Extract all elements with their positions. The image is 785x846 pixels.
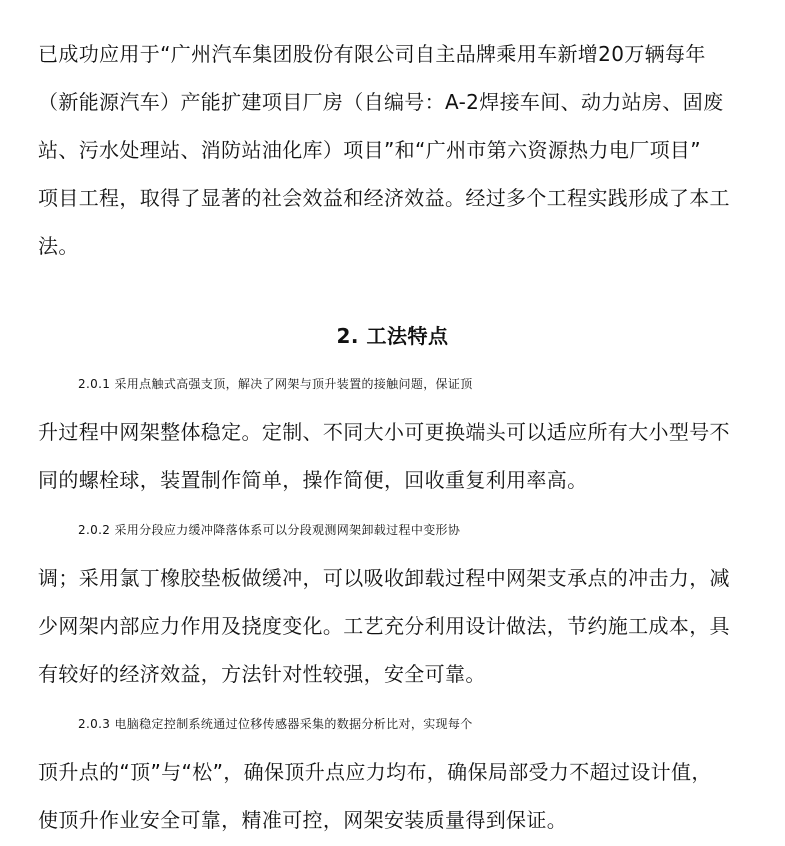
feature-line: 有较好的经济效益，方法针对性较强，安全可靠。 <box>38 662 486 686</box>
feature-line: 使顶升作业安全可靠，精准可控，网架安装质量得到保证。 <box>38 808 568 832</box>
feature-line: 少网架内部应力作用及挠度变化。工艺充分利用设计做法，节约施工成本，具 <box>38 614 730 638</box>
intro-line: （新能源汽车）产能扩建项目厂房（自编号：A-2焊接车间、动力站房、固废 <box>38 90 724 114</box>
feature-line: 2.0.1 采用点触式高强支顶，解决了网架与顶升装置的接触问题，保证顶 <box>78 377 473 391</box>
intro-line: 站、污水处理站、消防站油化库）项目”和“广州市第六资源热力电厂项目” <box>38 138 701 162</box>
feature-line: 升过程中网架整体稳定。定制、不同大小可更换端头可以适应所有大小型号不 <box>38 420 730 444</box>
intro-line: 法。 <box>38 234 79 258</box>
feature-paragraph-2-0-3 <box>38 700 747 844</box>
section-spacer <box>38 270 747 312</box>
feature-line: 2.0.2 采用分段应力缓冲降落体系可以分段观测网架卸载过程中变形协 <box>78 523 461 537</box>
feature-line: 调；采用氯丁橡胶垫板做缓冲，可以吸收卸载过程中网架支承点的冲击力，减 <box>38 566 730 590</box>
feature-paragraph-2-0-1 <box>38 360 747 504</box>
feature-line: 2.0.3 电脑稳定控制系统通过位移传感器采集的数据分析比对，实现每个 <box>78 717 473 731</box>
section-heading: 2. 工法特点 <box>336 324 449 348</box>
intro-line: 已成功应用于“广州汽车集团股份有限公司自主品牌乘用车新增20万辆每年 <box>38 42 706 66</box>
feature-line: 同的螺栓球，装置制作简单，操作简便，回收重复利用率高。 <box>38 468 588 492</box>
intro-line: 项目工程，取得了显著的社会效益和经济效益。经过多个工程实践形成了本工 <box>38 186 730 210</box>
feature-paragraph-2-0-2 <box>38 506 747 698</box>
intro-paragraph <box>38 30 747 270</box>
feature-line: 顶升点的“顶”与“松”，确保顶升点应力均布，确保局部受力不超过设计值， <box>38 760 712 784</box>
